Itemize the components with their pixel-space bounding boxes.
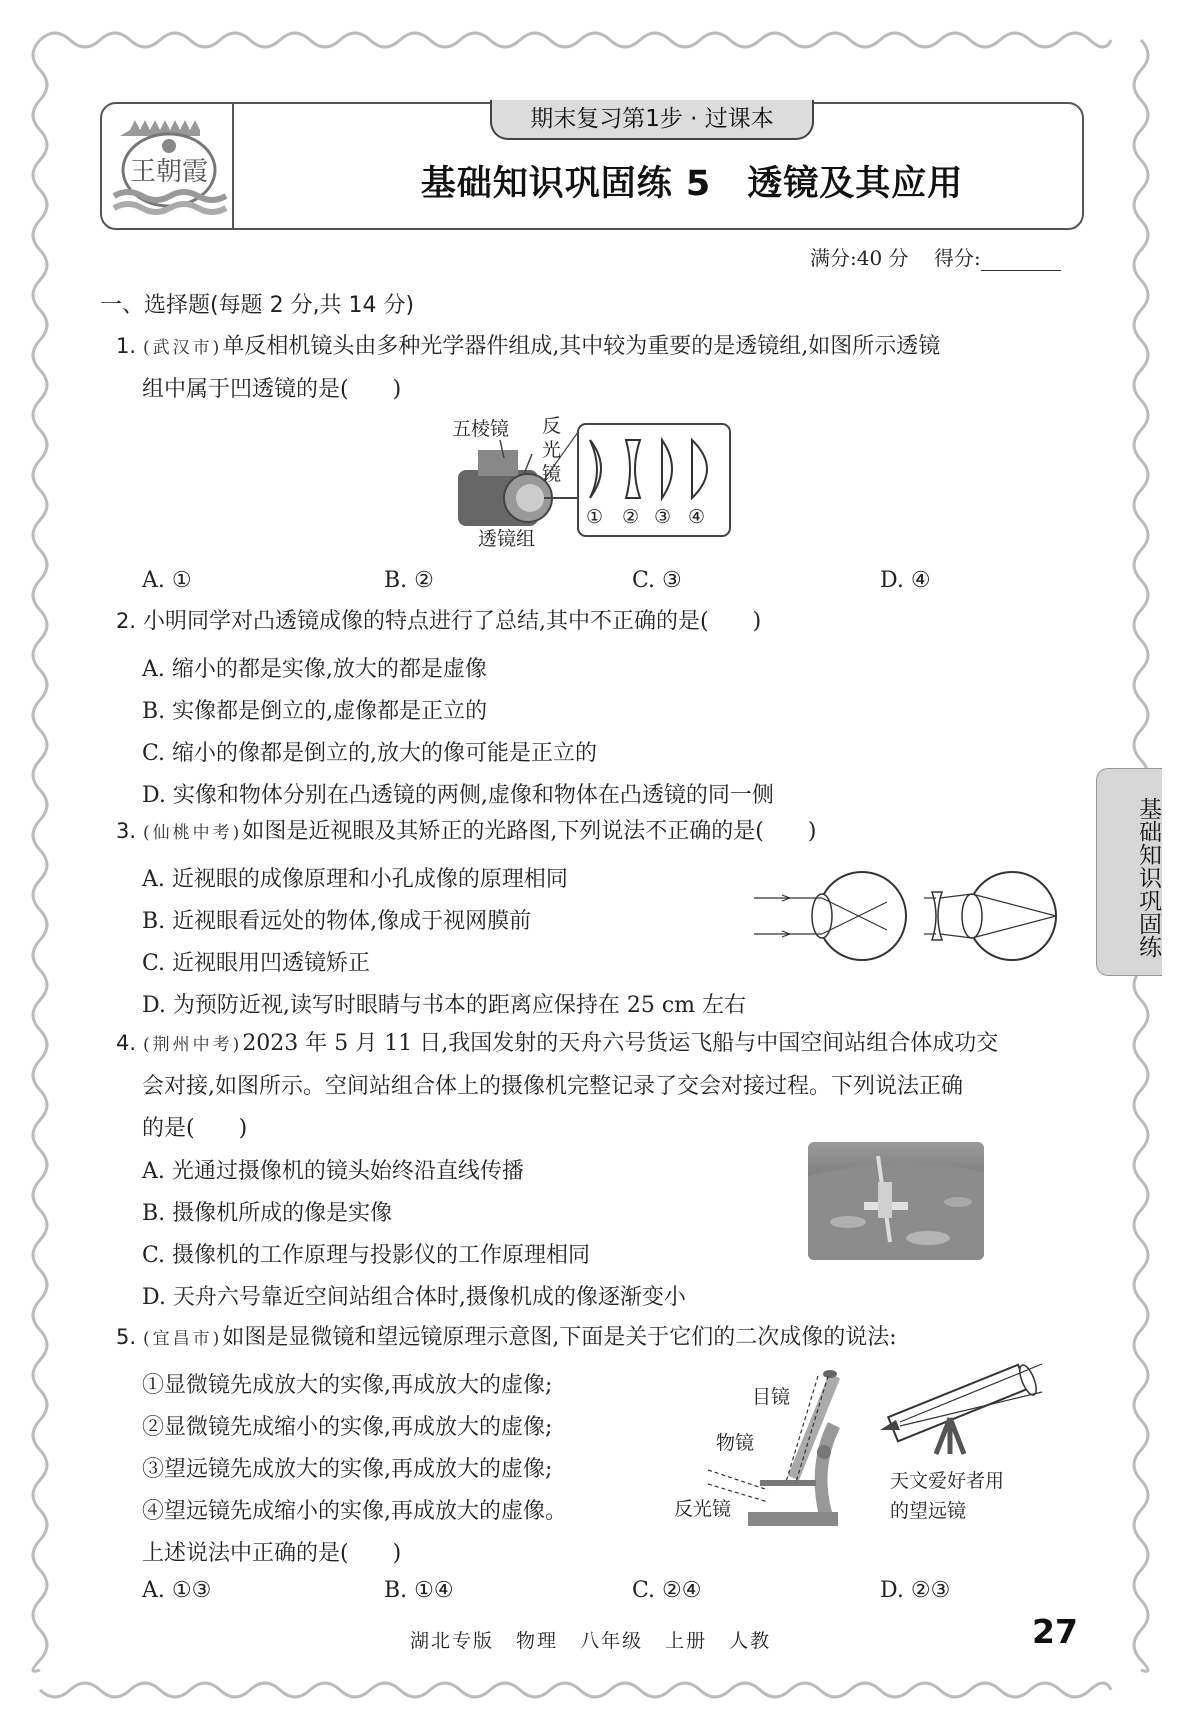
q2-option-c[interactable]: C. 缩小的像都是倒立的,放大的像可能是正立的 <box>142 741 598 766</box>
q5-statement-4: ④望远镜先成缩小的实像,再成放大的虚像。 <box>142 1499 567 1524</box>
q3-option-c[interactable]: C. 近视眼用凹透镜矫正 <box>142 951 371 976</box>
question-text: 如图是显微镜和望远镜原理示意图,下面是关于它们的二次成像的说法: <box>222 1325 897 1350</box>
q1-option-a[interactable]: A. ① <box>142 568 192 593</box>
q5-ask: 上述说法中正确的是( ) <box>142 1541 402 1566</box>
question-4 <box>116 1022 1086 1150</box>
q5-option-b[interactable]: B. ①④ <box>384 1578 454 1603</box>
question-3 <box>116 810 816 854</box>
question-text-cont: 的是( ) <box>142 1116 248 1141</box>
telescope-label-line1: 天文爱好者用 <box>890 1470 1005 1492</box>
question-2 <box>116 600 761 643</box>
lens-group-label: 透镜组 <box>478 528 536 550</box>
q5-option-c[interactable]: C. ②④ <box>632 1578 702 1603</box>
question-text: 单反相机镜头由多种光学器件组成,其中较为重要的是透镜组,如图所示透镜 <box>222 334 941 359</box>
question-number: 2. <box>116 609 137 633</box>
objective-label: 物镜 <box>716 1432 755 1454</box>
question-1 <box>116 325 1086 411</box>
q4-option-a[interactable]: A. 光通过摄像机的镜头始终沿直线传播 <box>142 1159 524 1184</box>
question-text-cont: 组中属于凹透镜的是( ) <box>142 377 402 402</box>
question-text: 如图是近视眼及其矫正的光路图,下列说法不正确的是( ) <box>242 819 817 844</box>
lens-number-3: ③ <box>654 506 672 528</box>
q4-option-d[interactable]: D. 天舟六号靠近空间站组合体时,摄像机成的像逐渐变小 <box>142 1285 686 1310</box>
q4-option-c[interactable]: C. 摄像机的工作原理与投影仪的工作原理相同 <box>142 1243 591 1268</box>
score-got-label: 得分: <box>933 246 981 270</box>
lens-number-1: ① <box>586 506 604 528</box>
score-line <box>810 242 1061 271</box>
q3-option-a[interactable]: A. 近视眼的成像原理和小孔成像的原理相同 <box>142 867 568 892</box>
question-source: (武汉市) <box>143 338 223 358</box>
myopia-eye-figure <box>752 868 1062 966</box>
q1-option-d[interactable]: D. ④ <box>880 568 931 593</box>
page-number: 27 <box>1032 1612 1078 1651</box>
q2-option-a[interactable]: A. 缩小的都是实像,放大的都是虚像 <box>142 657 487 682</box>
lens-number-4: ④ <box>688 506 706 528</box>
question-number: 1. <box>116 334 137 358</box>
question-text-cont: 会对接,如图所示。空间站组合体上的摄像机完整记录了交会对接过程。下列说法正确 <box>142 1074 963 1099</box>
page-title: 基础知识巩固练 5 透镜及其应用 <box>420 164 964 204</box>
score-blank <box>981 250 1061 271</box>
question-source: (仙桃中考) <box>143 823 243 843</box>
q3-option-d[interactable]: D. 为预防近视,读写时眼睛与书本的距离应保持在 25 cm 左右 <box>142 993 746 1018</box>
header-divider <box>232 104 234 228</box>
q4-option-b[interactable]: B. 摄像机所成的像是实像 <box>142 1201 393 1226</box>
q5-option-a[interactable]: A. ①③ <box>142 1578 212 1603</box>
camera-lens-figure <box>450 410 740 560</box>
footer-edition: 湖北专版 物理 八年级 上册 人教 <box>410 1630 772 1652</box>
question-text: 2023 年 5 月 11 日,我国发射的天舟六号货运飞船与中国空间站组合体成功交 <box>242 1031 999 1056</box>
question-number: 4. <box>116 1031 137 1055</box>
space-station-photo <box>808 1142 984 1260</box>
question-source: (宜昌市) <box>143 1329 223 1349</box>
step-banner: 期末复习第1步 · 过课本 <box>490 100 814 140</box>
q5-statement-1: ①显微镜先成放大的实像,再成放大的虚像; <box>142 1373 553 1398</box>
header-box <box>100 102 1084 230</box>
mirror-label: 反光镜 <box>674 1498 732 1520</box>
full-score: 满分:40 分 <box>810 246 909 270</box>
eyepiece-label: 目镜 <box>752 1386 791 1408</box>
question-text: 小明同学对凸透镜成像的特点进行了总结,其中不正确的是( ) <box>143 609 762 634</box>
q5-statement-3: ③望远镜先成放大的实像,再成放大的虚像; <box>142 1457 553 1482</box>
q5-statement-2: ②显微镜先成缩小的实像,再成放大的虚像; <box>142 1415 553 1440</box>
side-tab-section: 基础知识巩固练 <box>1096 768 1162 976</box>
q1-option-b[interactable]: B. ② <box>384 568 434 593</box>
svg-text:王朝霞: 王朝霞 <box>129 157 209 187</box>
question-number: 3. <box>116 819 137 843</box>
question-number: 5. <box>116 1325 137 1349</box>
q3-option-b[interactable]: B. 近视眼看远处的物体,像成于视网膜前 <box>142 909 532 934</box>
q1-option-c[interactable]: C. ③ <box>632 568 682 593</box>
mirror-label: 反光镜 <box>542 415 562 485</box>
microscope-telescope-figure <box>668 1362 1048 1532</box>
lens-number-2: ② <box>622 506 640 528</box>
q2-option-d[interactable]: D. 实像和物体分别在凸透镜的两侧,虚像和物体在凸透镜的同一侧 <box>142 783 774 808</box>
question-5 <box>116 1316 897 1360</box>
publisher-seal-logo <box>110 110 228 222</box>
q2-option-b[interactable]: B. 实像都是倒立的,虚像都是正立的 <box>142 699 488 724</box>
prism-label: 五棱镜 <box>452 418 510 440</box>
section-title: 一、选择题(每题 2 分,共 14 分) <box>100 293 415 318</box>
telescope-label-line2: 的望远镜 <box>890 1500 967 1522</box>
question-source: (荆州中考) <box>143 1035 243 1055</box>
q5-option-d[interactable]: D. ②③ <box>880 1578 951 1603</box>
